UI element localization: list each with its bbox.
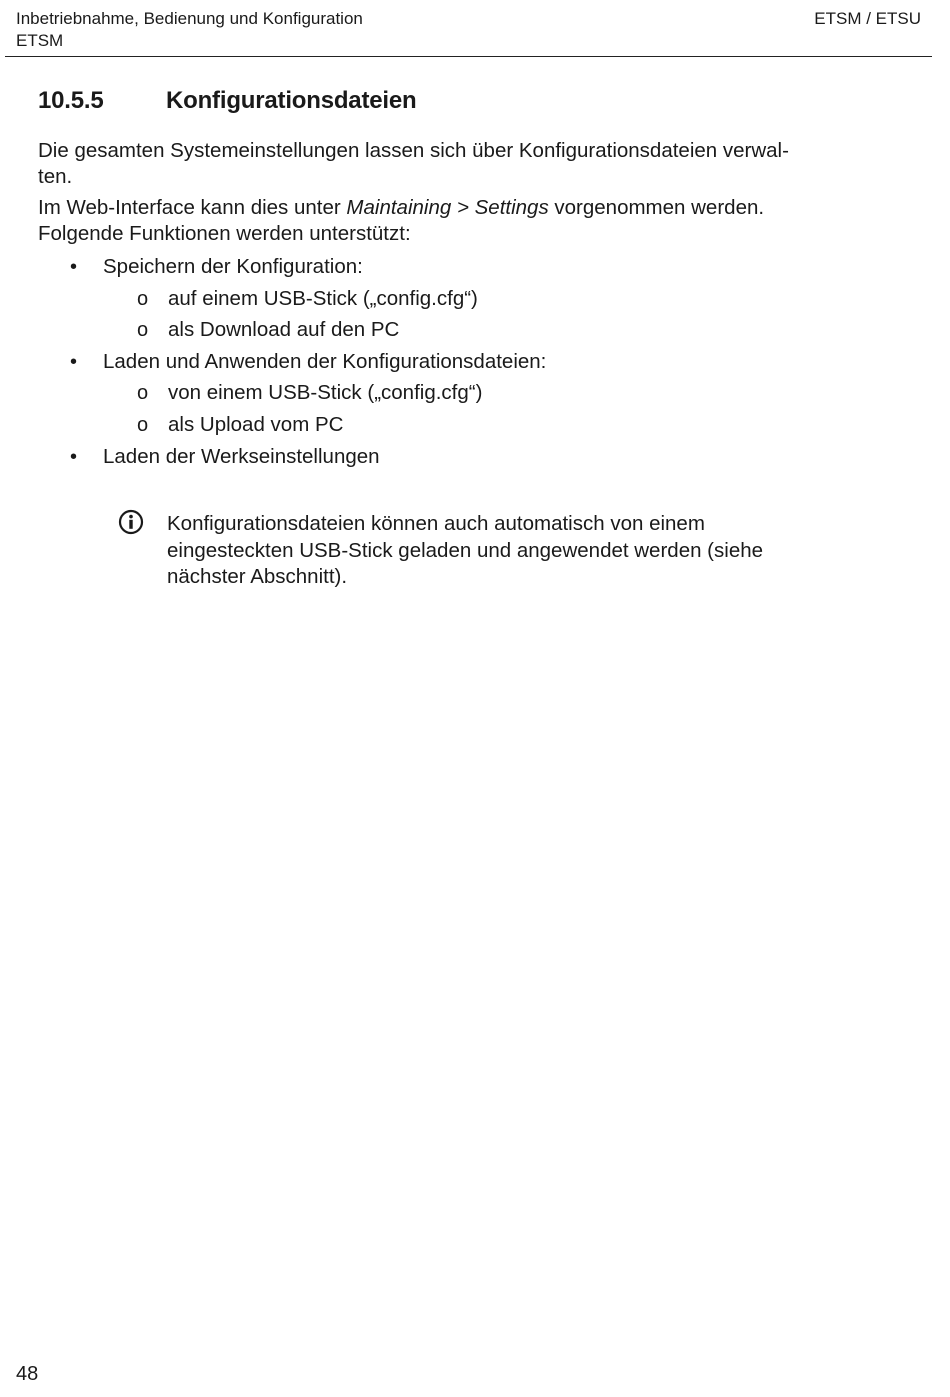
info-note-line-2: eingesteckten USB-Stick geladen und angewendet werden (siehe [167,538,764,562]
web-interface-prefix: Im Web-Interface kann dies unter [38,196,347,219]
section-title: Konfigurationsdateien [166,87,417,114]
info-note [167,511,867,591]
page-number: 48 [16,1363,39,1385]
sub-bullet-symbol: o [137,414,149,436]
intro-line-2: ten. [38,165,73,188]
list-item-save-config: Speichern der Konfiguration: [103,255,363,278]
page-header [0,0,950,58]
intro-line-1: Die gesamten Systemeinstellungen lassen sich über Konfigurationsdateien verwal- [38,139,789,162]
list-subitem-usb-load: von einem USB-Stick („config.cfg“) [168,381,483,404]
web-interface-suffix: vorgenommen werden. [548,196,765,219]
sub-bullet-symbol: o [137,382,149,404]
bullet-symbol: • [70,351,78,373]
info-note-line-3: nächster Abschnitt). [167,565,348,588]
list-subitem-upload: als Upload vom PC [168,413,344,436]
sub-bullet-symbol: o [137,288,149,310]
list-subitem-usb-save: auf einem USB-Stick („config.cfg“) [168,287,478,310]
menu-path: Maintaining > Settings [346,196,549,219]
list-item-load-config: Laden und Anwenden der Konfigurationsdateien: [103,350,547,373]
info-icon [118,509,144,535]
bullet-symbol: • [70,446,78,468]
section-number: 10.5.5 [38,87,104,114]
info-note-line-1: Konfigurationsdateien können auch automatisch von einem [167,512,705,535]
header-product-name: ETSM / ETSU [814,9,921,28]
intro-paragraph [38,138,888,190]
section-heading [38,86,416,116]
header-divider [5,56,932,57]
header-document-subtitle: ETSM [16,31,64,50]
bullet-symbol: • [70,256,78,278]
sub-bullet-symbol: o [137,319,149,341]
web-interface-paragraph [38,195,764,221]
header-document-title: Inbetriebnahme, Bedienung und Konfiguration [16,9,363,28]
list-subitem-download: als Download auf den PC [168,318,400,341]
functions-intro: Folgende Funktionen werden unterstützt: [38,222,411,245]
list-item-factory-settings: Laden der Werkseinstellungen [103,445,380,468]
